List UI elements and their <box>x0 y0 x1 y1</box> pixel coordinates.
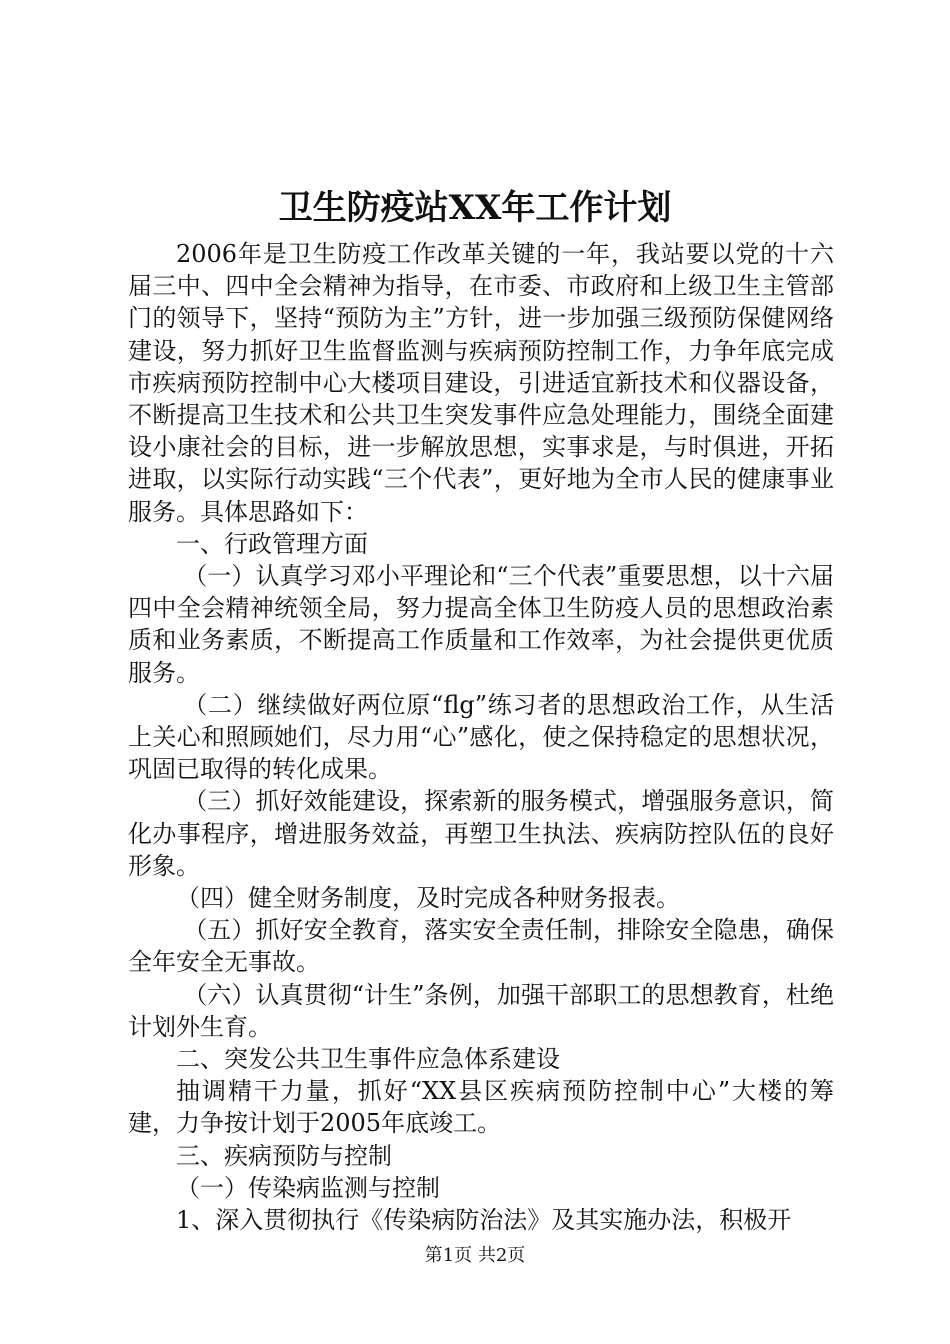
infectious-item-1: 1、深入贯彻执行《传染病防治法》及其实施办法，积极开 <box>176 1206 792 1235</box>
section-heading-disease: 三、疾病预防与控制 <box>176 1141 392 1170</box>
section-heading-emergency: 二、突发公共卫生事件应急体系建设 <box>176 1045 560 1074</box>
admin-item-6: （六）认真贯彻“计生”条例，加强干部职工的思想教育，杜绝计划外生育。 <box>128 980 834 1041</box>
admin-item-5: （五）抓好安全教育，落实安全责任制，排除安全隐患，确保全年安全无事故。 <box>128 916 834 977</box>
admin-item-1: （一）认真学习邓小平理论和“三个代表”重要思想，以十六届四中全会精神统领全局，努力提高全体卫生防疫人员的思想政治素质和业务素质，不断提高工作质量和工作效率，为社会提供更优质服务。 <box>128 562 834 687</box>
emergency-paragraph: 抽调精干力量，抓好“XX县区疾病预防控制中心”大楼的筹建，力争按计划于2005年底竣工。 <box>128 1077 834 1138</box>
admin-item-2: （二）继续做好两位原“flg”练习者的思想政治工作，从生活上关心和照顾她们，尽力用“心”感化，使之保持稳定的思想状况，巩固已取得的转化成果。 <box>128 690 834 784</box>
admin-item-3: （三）抓好效能建设，探索新的服务模式，增强服务意识，简化办事程序，增进服务效益，再塑卫生执法、疾病防控队伍的良好形象。 <box>128 787 834 880</box>
document-title: 卫生防疫站XX年工作计划 <box>278 188 672 228</box>
section-heading-admin: 一、行政管理方面 <box>176 529 368 558</box>
admin-item-4: （四）健全财务制度，及时完成各种财务报表。 <box>176 884 680 913</box>
page-footer: 第1页 共2页 <box>424 1245 526 1266</box>
document-body <box>128 238 834 1236</box>
subsection-heading-infectious: （一）传染病监测与控制 <box>176 1173 440 1202</box>
intro-paragraph: 2006年是卫生防疫工作改革关键的一年，我站要以党的十六届三中、四中全会精神为指导，在市委、市政府和上级卫生主管部门的领导下，坚持“预防为主”方针，进一步加强三级预防保健网络建设，努力抓好卫生监督监测与疾病预防控制工作，力争年底完成市疾病预防控制中心大楼项目建设，引进适宜新技术和仪器设备，不断提高卫生技术和公共卫生突发事件应急处理能力，围绕全面建设小康社会的目标，进一步解放思想，实事求是，与时俱进，开拓进取，以实际行动实践“三个代表”，更好地为全市人民的健康事业服务。具体思路如下： <box>128 240 834 526</box>
